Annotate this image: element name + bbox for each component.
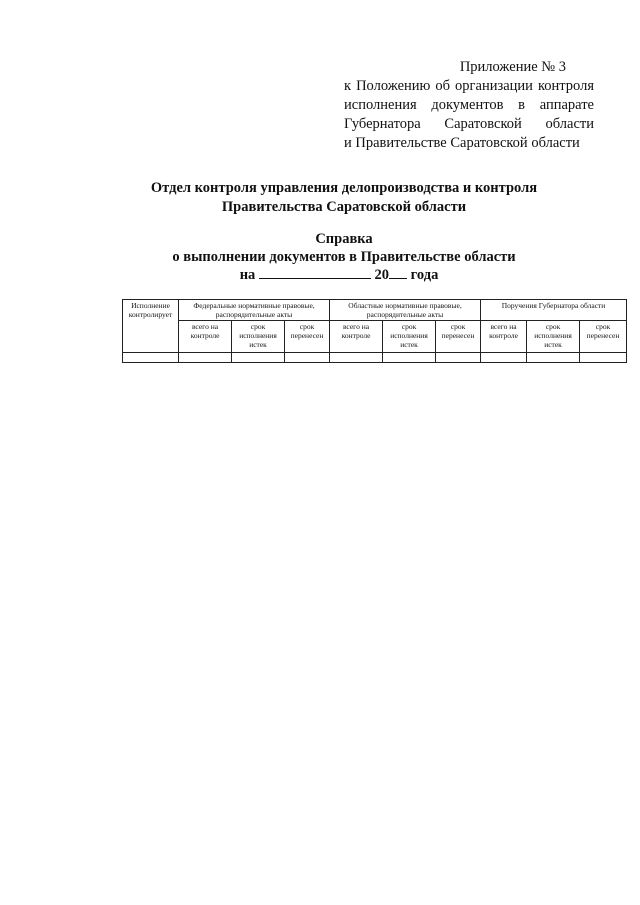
subheader-cell: срок исполнения истек [527,321,580,353]
subheader-cell: срок перенесен [580,321,627,353]
table-cell [285,353,330,363]
header-executor: Исполнение контролирует [123,300,179,353]
table-cell [481,353,527,363]
subheader-cell: срок перенесен [436,321,481,353]
subheader-cell: всего на контроле [481,321,527,353]
header-group-regional: Областные нормативные правовые, распорядительные акты [330,300,481,321]
appendix-title: Приложение № 3 [459,59,566,75]
department-line-1: Отдел контроля управления делопроизводства и контроля [150,180,538,196]
table-row [123,353,627,363]
appendix-line-1: к Положению об организации контроля [344,78,594,94]
appendix-line-4: и Правительстве Саратовской области [344,135,580,151]
subheader-cell: срок исполнения истек [232,321,285,353]
report-table [122,299,627,363]
year-suffix: года [410,267,439,283]
header-group-federal: Федеральные нормативные правовые, распорядительные акты [179,300,330,321]
date-prefix: на [239,267,256,283]
appendix-block [344,58,594,153]
table-cell [179,353,232,363]
report-subtitle: о выполнении документов в Правительстве области [172,248,516,265]
subheader-cell: всего на контроле [179,321,232,353]
department-heading [0,179,640,217]
subheader-cell: срок исполнения истек [383,321,436,353]
subheader-cell: всего на контроле [330,321,383,353]
table-cell [330,353,383,363]
department-line-2: Правительства Саратовской области [221,199,467,215]
report-date-line [38,266,640,285]
year-blank [389,266,407,279]
header-group-governor: Поручения Губернатора области [481,300,627,321]
table-cell [232,353,285,363]
table-cell [123,353,179,363]
table-cell [527,353,580,363]
subheader-cell: срок перенесен [285,321,330,353]
appendix-line-2: исполнения документов в аппарате [344,97,594,113]
table-cell [436,353,481,363]
appendix-line-3: Губернатора Саратовской области [344,116,594,132]
date-blank [259,266,371,279]
report-title: Справка [315,231,373,247]
table-cell [580,353,627,363]
report-heading [0,231,640,285]
table-cell [383,353,436,363]
year-prefix: 20 [374,267,390,283]
